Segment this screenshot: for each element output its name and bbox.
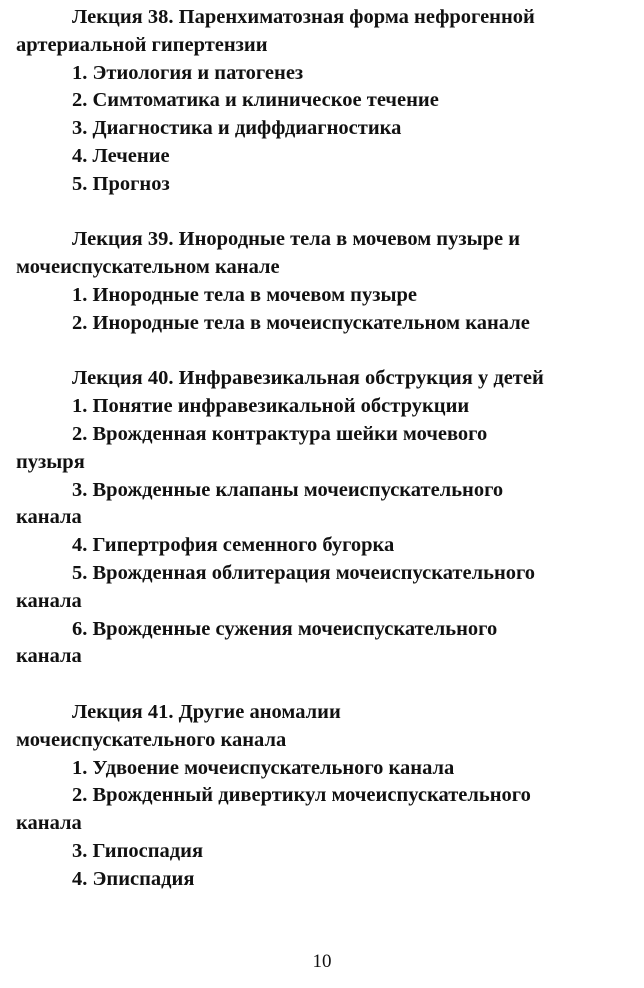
lecture-topic: 3. Гипоспадия <box>72 839 204 862</box>
lecture-topic: 3. Диагностика и диффдиагностика <box>72 117 402 140</box>
page-number: 10 <box>312 951 332 972</box>
document-page <box>16 4 630 894</box>
lecture-topic: 5. Прогноз <box>72 172 170 195</box>
lecture-topic: 6. Врожденные сужения мочеиспускательного <box>72 617 498 640</box>
lecture-topic-continuation: канала <box>16 506 82 529</box>
lecture-topic-continuation: канала <box>16 645 82 668</box>
lecture-topic: 3. Врожденные клапаны мочеиспускательного <box>72 478 504 501</box>
lecture-topic: 1. Понятие инфравезикальной обструкции <box>72 395 470 418</box>
lecture-block <box>16 226 630 337</box>
lecture-title-continuation: мочеиспускательном канале <box>16 256 280 279</box>
lecture-title-continuation: мочеиспускательного канала <box>16 728 287 751</box>
lecture-title: Лекция 39. Инородные тела в мочевом пузыре и <box>72 228 521 251</box>
lecture-topic: 2. Симтоматика и клиническое течение <box>72 89 439 112</box>
spacer <box>16 199 630 227</box>
lecture-topic: 1. Инородные тела в мочевом пузыре <box>72 283 417 306</box>
lecture-topic-continuation: канала <box>16 812 82 835</box>
lecture-topic: 2. Врожденный дивертикул мочеиспускательного <box>72 784 531 807</box>
lecture-block <box>16 365 630 671</box>
lecture-topic: 4. Гипертрофия семенного бугорка <box>72 534 395 557</box>
lecture-title: Лекция 38. Паренхиматозная форма нефрогенной <box>72 6 535 28</box>
spacer <box>16 671 630 699</box>
lecture-topic: 4. Эписпадия <box>72 867 195 890</box>
lecture-topic: 2. Инородные тела в мочеиспускательном канале <box>72 311 530 334</box>
lecture-title: Лекция 41. Другие аномалии <box>72 700 341 723</box>
lecture-topic: 1. Этиология и патогенез <box>72 61 304 84</box>
spacer <box>16 338 630 366</box>
lecture-topic: 4. Лечение <box>72 144 170 167</box>
lecture-topic: 1. Удвоение мочеиспускательного канала <box>72 756 455 779</box>
lecture-block <box>16 4 630 199</box>
lecture-title: Лекция 40. Инфравезикальная обструкция у детей <box>72 367 544 390</box>
lecture-topic-continuation: канала <box>16 589 82 612</box>
lecture-topic-continuation: пузыря <box>16 450 85 473</box>
lecture-topic: 5. Врожденная облитерация мочеиспускательного <box>72 561 536 584</box>
lecture-topic: 2. Врожденная контрактура шейки мочевого <box>72 422 488 445</box>
lecture-block <box>16 699 630 894</box>
lecture-title-continuation: артериальной гипертензии <box>16 33 268 56</box>
